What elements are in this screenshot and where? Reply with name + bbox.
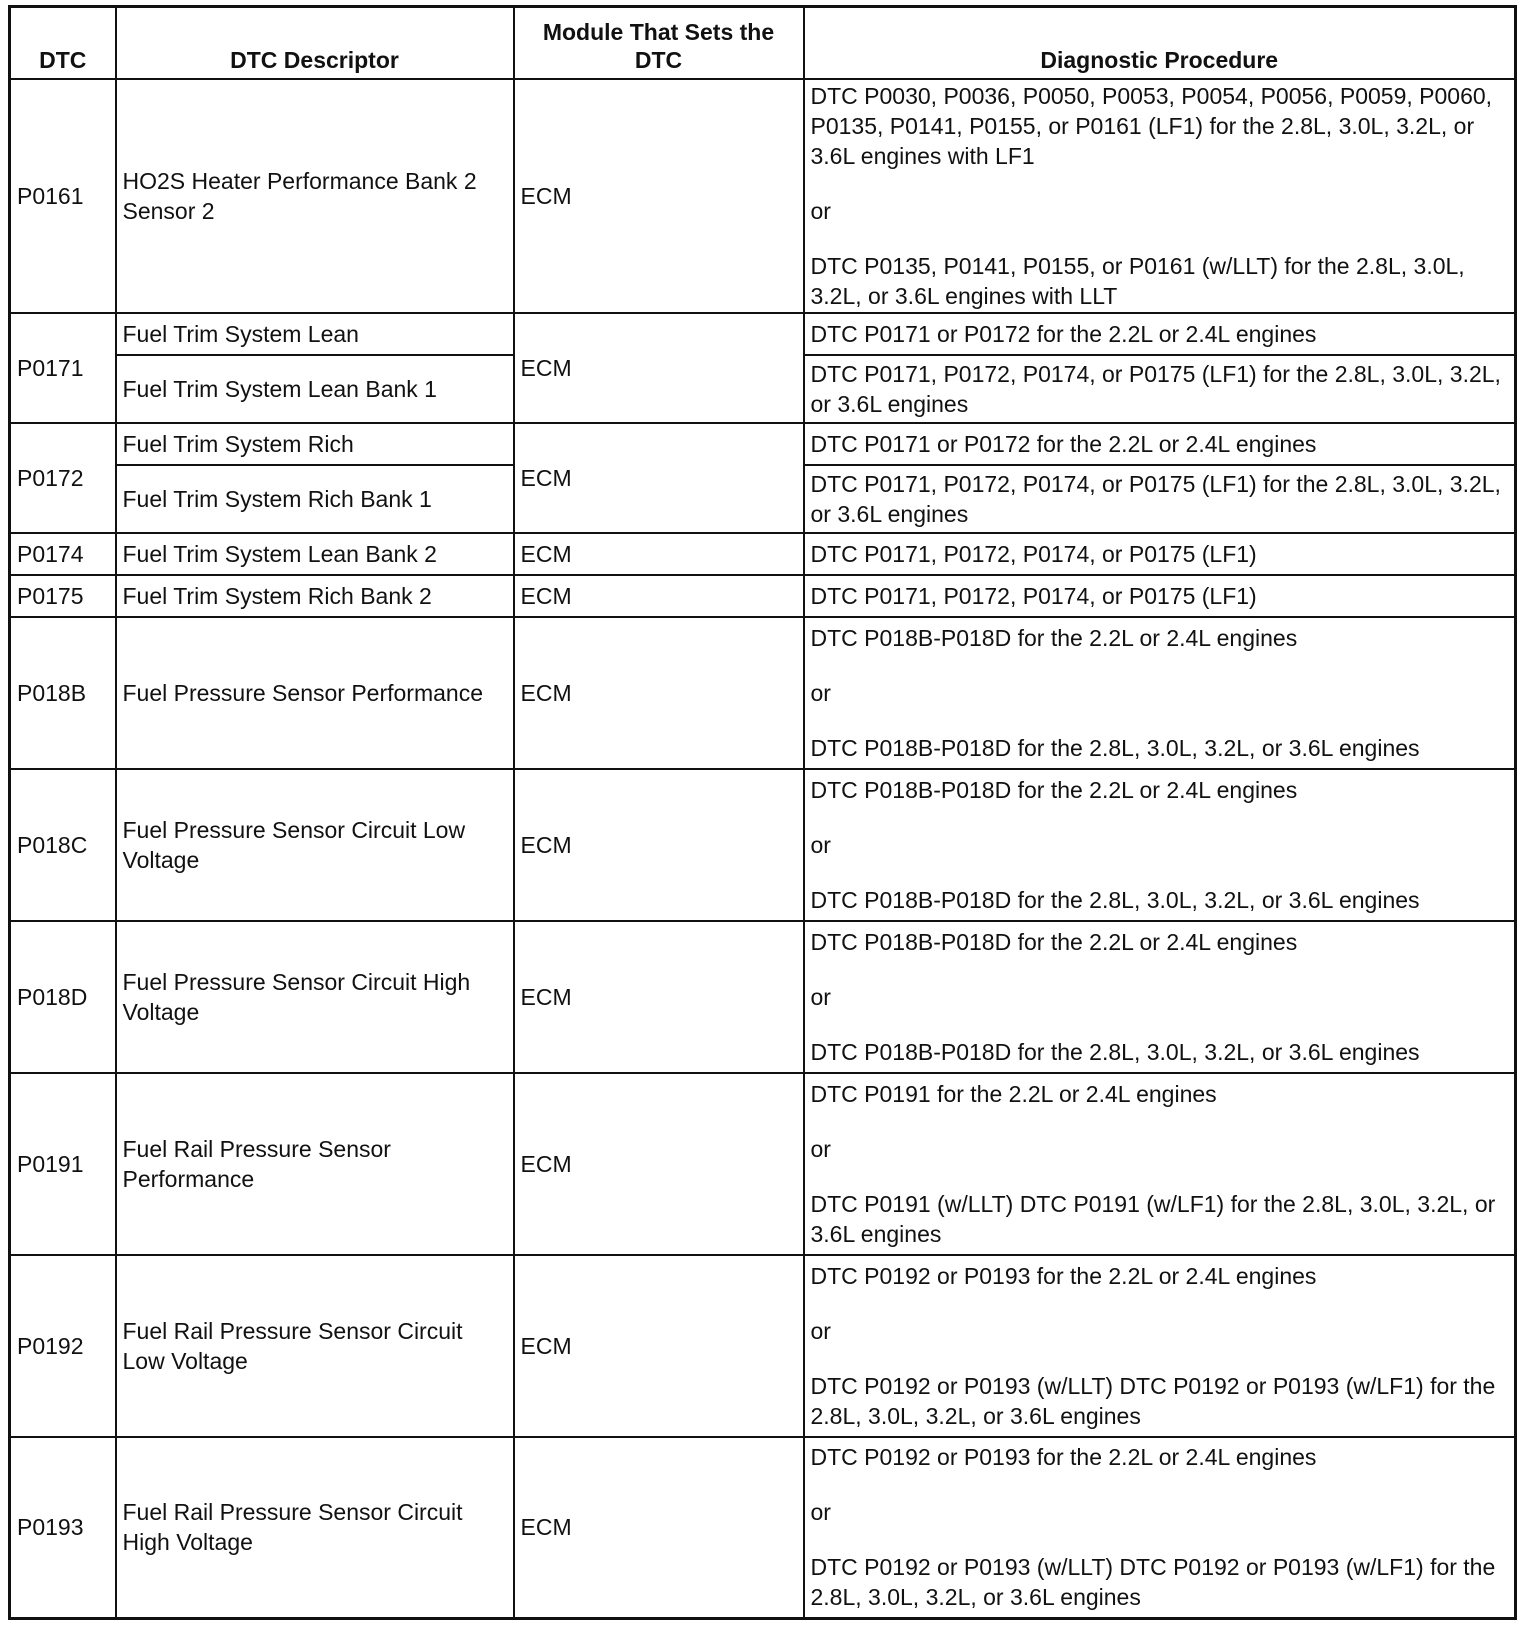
table-row xyxy=(10,79,1516,313)
module: ECM xyxy=(514,617,804,769)
diagnostic-procedure: DTC P0171, P0172, P0174, or P0175 (LF1) xyxy=(804,575,1516,617)
dtc-descriptor: Fuel Trim System Rich xyxy=(116,423,514,465)
dtc-descriptor: Fuel Trim System Rich Bank 1 xyxy=(116,465,514,533)
procedure-or: or xyxy=(810,831,831,858)
header-descriptor: DTC Descriptor xyxy=(116,7,514,79)
module: ECM xyxy=(514,79,804,313)
procedure-line: DTC P018B-P018D for the 2.2L or 2.4L engines xyxy=(810,776,1298,803)
procedure-line: DTC P0135, P0141, P0155, or P0161 (w/LLT) for the 2.8L, 3.0L, 3.2L, or 3.6L engines with LLT xyxy=(810,252,1465,309)
table-row xyxy=(10,921,1516,1073)
table-row xyxy=(10,1255,1516,1437)
diagnostic-procedure: DTC P0171, P0172, P0174, or P0175 (LF1) for the 2.8L, 3.0L, 3.2L, or 3.6L engines xyxy=(804,355,1516,423)
procedure-line: DTC P0192 or P0193 for the 2.2L or 2.4L engines xyxy=(810,1262,1317,1289)
procedure-line: DTC P0192 or P0193 for the 2.2L or 2.4L engines xyxy=(810,1444,1317,1471)
table-row xyxy=(10,617,1516,769)
diagnostic-procedure xyxy=(804,769,1516,921)
diagnostic-procedure xyxy=(804,921,1516,1073)
procedure-line: DTC P0192 or P0193 (w/LLT) DTC P0192 or P0193 (w/LF1) for the 2.8L, 3.0L, 3.2L, or 3.6L engines xyxy=(810,1554,1496,1611)
dtc-descriptor: Fuel Pressure Sensor Circuit High Voltage xyxy=(116,921,514,1073)
dtc-descriptor: Fuel Pressure Sensor Performance xyxy=(116,617,514,769)
module: ECM xyxy=(514,1073,804,1255)
dtc-code: P0172 xyxy=(10,423,116,533)
dtc-code: P0174 xyxy=(10,533,116,575)
dtc-code: P0161 xyxy=(10,79,116,313)
procedure-line: DTC P0191 for the 2.2L or 2.4L engines xyxy=(810,1080,1217,1107)
table-row xyxy=(10,769,1516,921)
header-dtc: DTC xyxy=(10,7,116,79)
table-row xyxy=(10,575,1516,617)
dtc-descriptor: Fuel Trim System Rich Bank 2 xyxy=(116,575,514,617)
dtc-descriptor: Fuel Trim System Lean Bank 2 xyxy=(116,533,514,575)
diagnostic-procedure: DTC P0171, P0172, P0174, or P0175 (LF1) xyxy=(804,533,1516,575)
diagnostic-procedure xyxy=(804,1437,1516,1619)
dtc-descriptor: Fuel Rail Pressure Sensor Circuit High Voltage xyxy=(116,1437,514,1619)
module: ECM xyxy=(514,1437,804,1619)
dtc-descriptor: Fuel Trim System Lean Bank 1 xyxy=(116,355,514,423)
module: ECM xyxy=(514,1255,804,1437)
table-row xyxy=(10,1437,1516,1619)
table-row xyxy=(10,423,1516,465)
dtc-descriptor: HO2S Heater Performance Bank 2 Sensor 2 xyxy=(116,79,514,313)
diagnostic-procedure: DTC P0171 or P0172 for the 2.2L or 2.4L engines xyxy=(804,423,1516,465)
dtc-table xyxy=(8,5,1517,1620)
procedure-line: DTC P018B-P018D for the 2.2L or 2.4L engines xyxy=(810,928,1298,955)
header-procedure: Diagnostic Procedure xyxy=(804,7,1516,79)
header-module: Module That Sets the DTC xyxy=(514,7,804,79)
diagnostic-procedure xyxy=(804,1255,1516,1437)
dtc-code: P0171 xyxy=(10,313,116,423)
dtc-code: P018B xyxy=(10,617,116,769)
dtc-code: P0193 xyxy=(10,1437,116,1619)
dtc-code: P0192 xyxy=(10,1255,116,1437)
diagnostic-procedure xyxy=(804,79,1516,313)
dtc-descriptor: Fuel Trim System Lean xyxy=(116,313,514,355)
module: ECM xyxy=(514,533,804,575)
dtc-code: P018C xyxy=(10,769,116,921)
dtc-code: P018D xyxy=(10,921,116,1073)
diagnostic-procedure xyxy=(804,1073,1516,1255)
dtc-code: P0191 xyxy=(10,1073,116,1255)
diagnostic-procedure xyxy=(804,617,1516,769)
dtc-code: P0175 xyxy=(10,575,116,617)
procedure-line: DTC P0192 or P0193 (w/LLT) DTC P0192 or P0193 (w/LF1) for the 2.8L, 3.0L, 3.2L, or 3.6L engines xyxy=(810,1372,1496,1429)
module: ECM xyxy=(514,921,804,1073)
dtc-descriptor: Fuel Rail Pressure Sensor Circuit Low Voltage xyxy=(116,1255,514,1437)
procedure-line: DTC P018B-P018D for the 2.8L, 3.0L, 3.2L, or 3.6L engines xyxy=(810,886,1420,913)
diagnostic-procedure: DTC P0171 or P0172 for the 2.2L or 2.4L engines xyxy=(804,313,1516,355)
procedure-or: or xyxy=(810,1499,831,1526)
module: ECM xyxy=(514,575,804,617)
procedure-line: DTC P0191 (w/LLT) DTC P0191 (w/LF1) for the 2.8L, 3.0L, 3.2L, or 3.6L engines xyxy=(810,1190,1496,1247)
procedure-or: or xyxy=(810,679,831,706)
procedure-line: DTC P018B-P018D for the 2.8L, 3.0L, 3.2L, or 3.6L engines xyxy=(810,734,1420,761)
procedure-line: DTC P018B-P018D for the 2.2L or 2.4L engines xyxy=(810,624,1298,651)
procedure-line: DTC P0030, P0036, P0050, P0053, P0054, P0056, P0059, P0060, P0135, P0141, P0155, or P0161 (LF1) for the 2.8L, 3.0L, 3.2L, or 3.6L engines with LF1 xyxy=(810,82,1493,169)
table-row xyxy=(10,1073,1516,1255)
procedure-or: or xyxy=(810,1317,831,1344)
module: ECM xyxy=(514,423,804,533)
module: ECM xyxy=(514,313,804,423)
dtc-descriptor: Fuel Rail Pressure Sensor Performance xyxy=(116,1073,514,1255)
table-row xyxy=(10,313,1516,355)
dtc-descriptor: Fuel Pressure Sensor Circuit Low Voltage xyxy=(116,769,514,921)
table-row xyxy=(10,533,1516,575)
header-row xyxy=(10,7,1516,79)
procedure-or: or xyxy=(810,983,831,1010)
procedure-or: or xyxy=(810,197,831,224)
procedure-line: DTC P018B-P018D for the 2.8L, 3.0L, 3.2L, or 3.6L engines xyxy=(810,1038,1420,1065)
module: ECM xyxy=(514,769,804,921)
diagnostic-procedure: DTC P0171, P0172, P0174, or P0175 (LF1) for the 2.8L, 3.0L, 3.2L, or 3.6L engines xyxy=(804,465,1516,533)
procedure-or: or xyxy=(810,1135,831,1162)
